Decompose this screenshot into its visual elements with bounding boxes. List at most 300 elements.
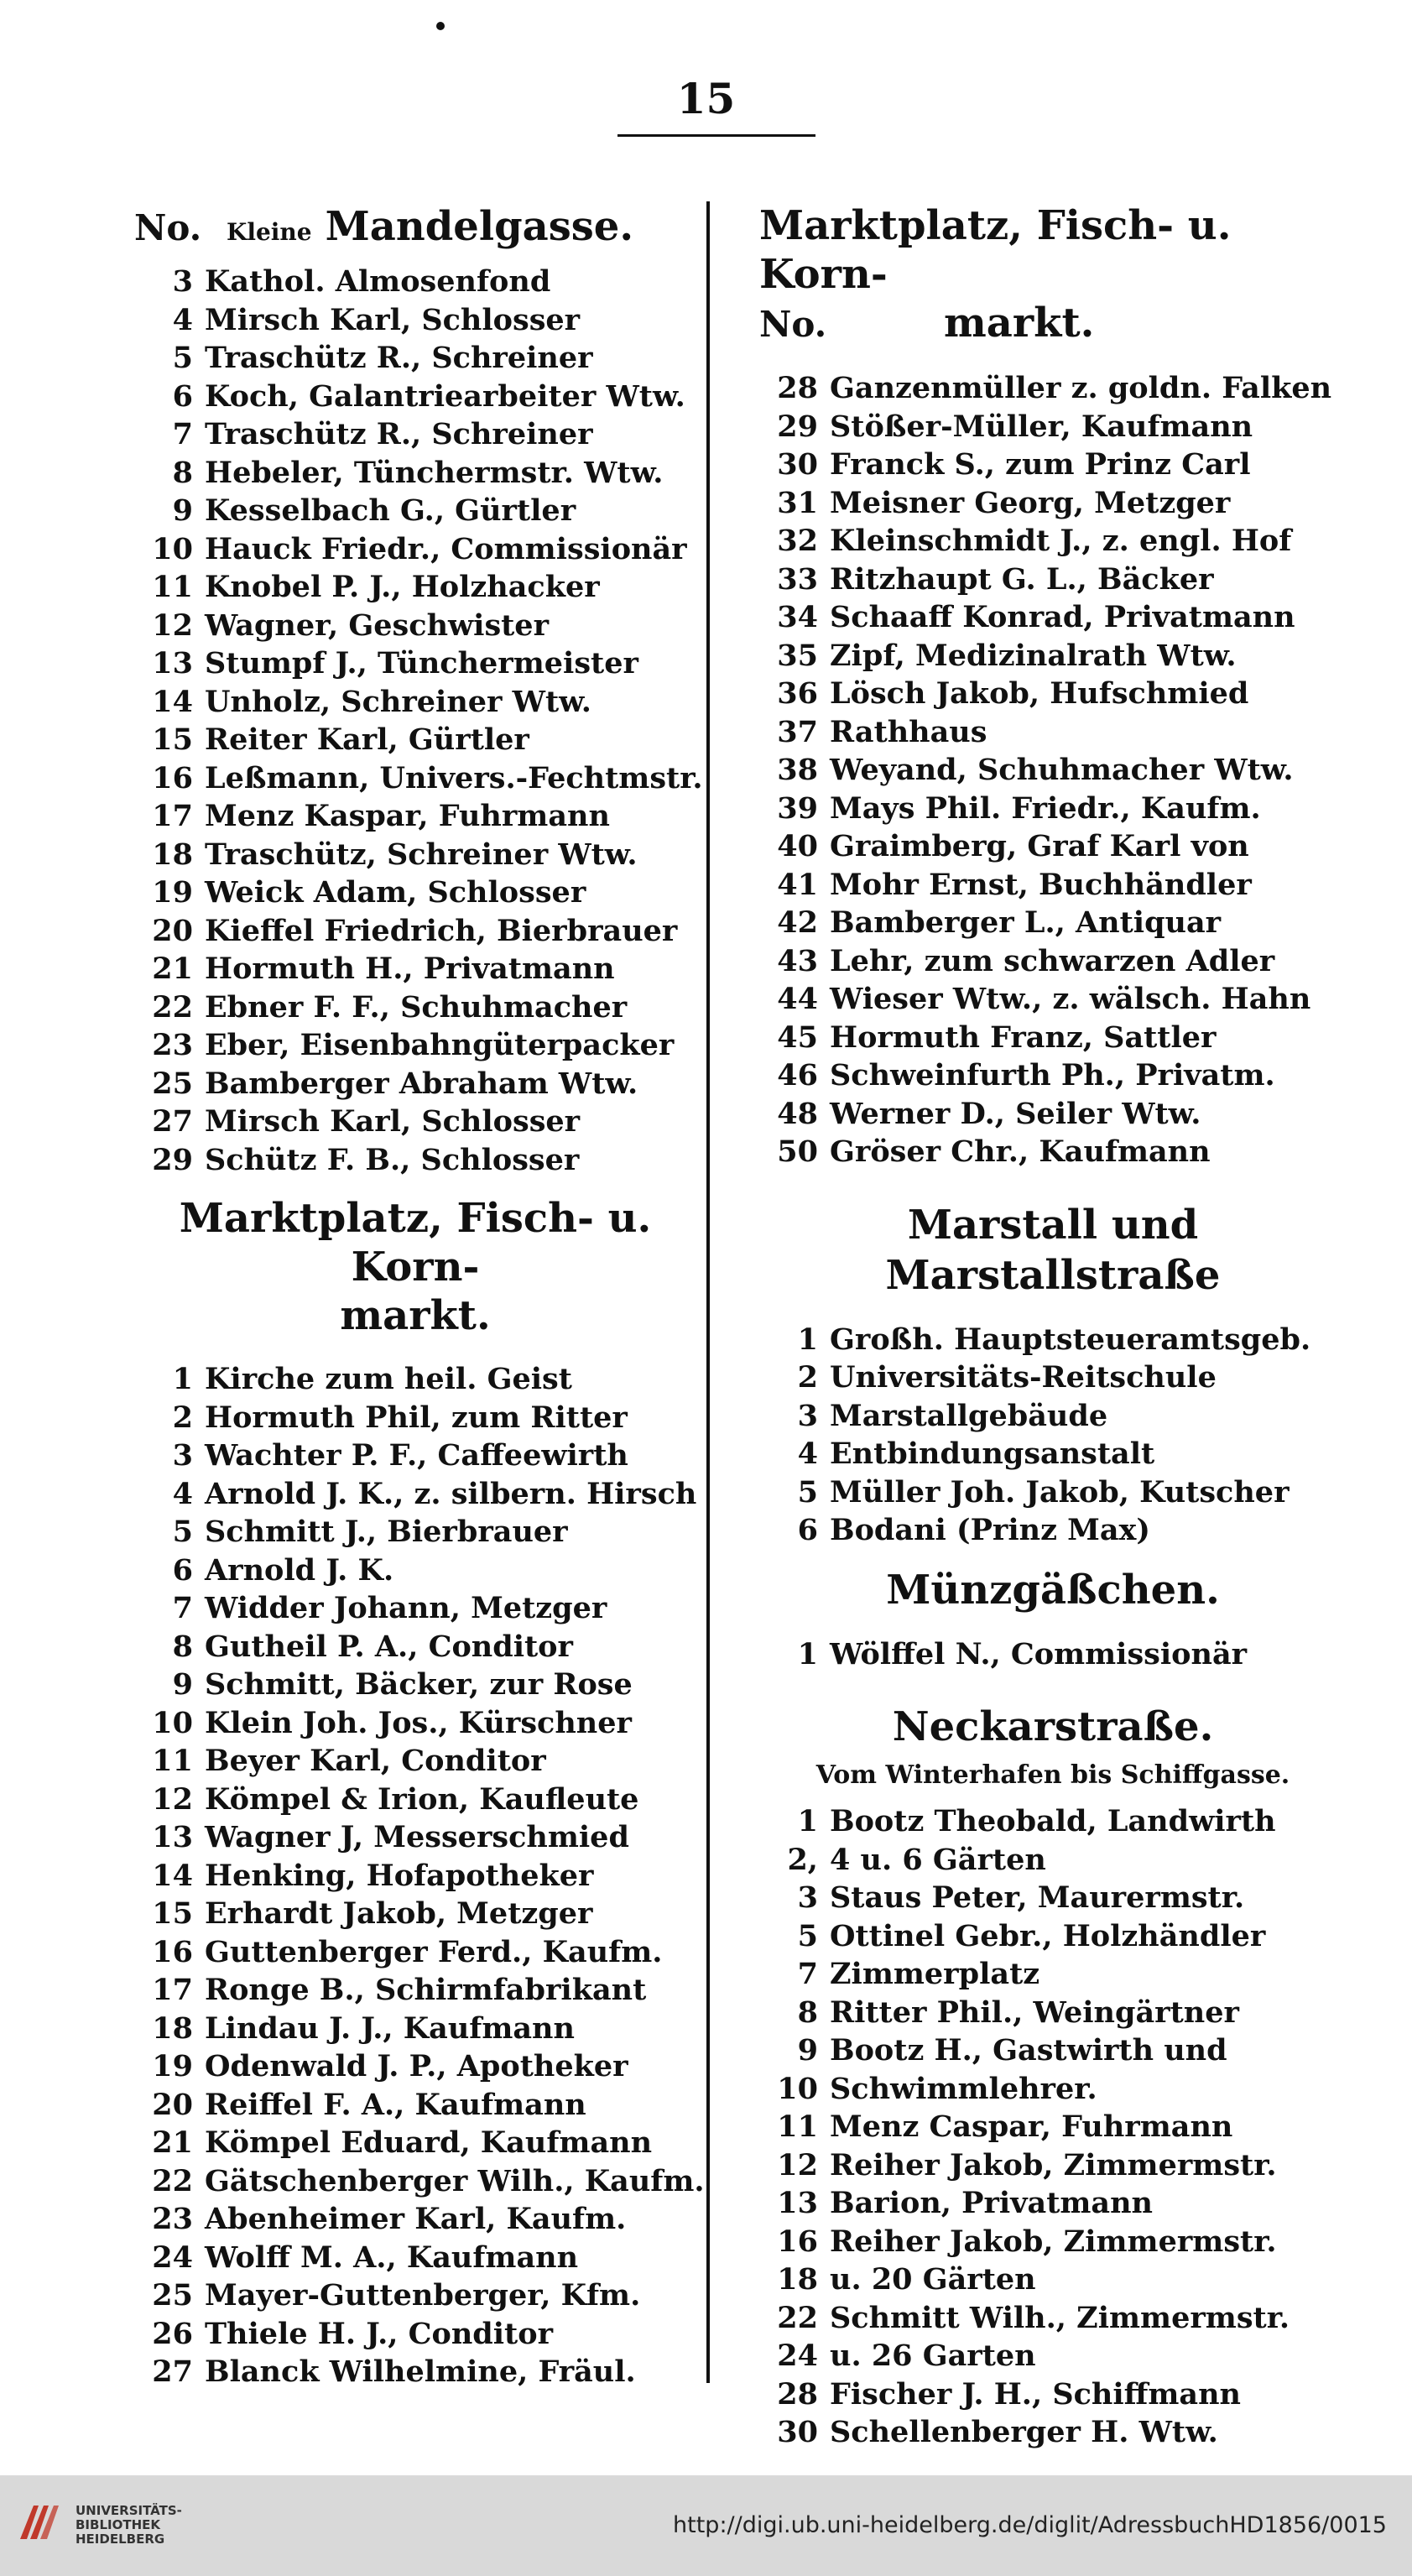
resident-entry: Zipf, Medizinalrath Wtw. (830, 638, 1237, 673)
list-item (134, 568, 696, 607)
house-number: 35 (777, 638, 818, 673)
house-number: 2 (172, 1400, 193, 1435)
resident-entry: Guttenberger Ferd., Kaufm. (205, 1934, 663, 1969)
house-number: 7 (797, 1957, 818, 1991)
resident-entry: Weick Adam, Schlosser (205, 875, 586, 910)
page-number-rule (617, 134, 815, 137)
list-item (759, 1095, 1347, 1134)
house-number: 13 (152, 1820, 193, 1854)
house-number: 30 (777, 447, 818, 482)
resident-entry: Gutheil P. A., Conditor (205, 1629, 573, 1664)
list-item (759, 1879, 1347, 1917)
house-number: 12 (777, 2147, 818, 2182)
resident-entry: Kesselbach G., Gürtler (205, 493, 576, 528)
list-item (134, 1103, 696, 1141)
resident-entry: Erhardt Jakob, Metzger (205, 1896, 593, 1931)
heading-prefix: Kleine (227, 218, 312, 246)
printed-dot (436, 22, 445, 30)
resident-entry: Kieffel Friedrich, Bierbrauer (205, 913, 678, 948)
list-item (759, 2337, 1347, 2375)
resident-entry: Ritter Phil., Weingärtner (830, 1995, 1239, 2030)
list-item (759, 1511, 1347, 1550)
list-item (759, 446, 1347, 484)
house-number: 1 (797, 1322, 818, 1357)
list-item (134, 1895, 696, 1933)
house-number: 12 (152, 607, 193, 643)
house-number: 34 (777, 600, 818, 634)
resident-entry: Franck S., zum Prinz Carl (830, 447, 1251, 482)
house-number: 6 (172, 1552, 193, 1588)
list-item (134, 1513, 696, 1551)
resident-entry: Graimberg, Graf Karl von (830, 829, 1249, 863)
list-item (759, 2031, 1347, 2070)
list-item (134, 1628, 696, 1666)
house-number: 7 (172, 1591, 193, 1625)
house-number: 40 (777, 829, 818, 863)
resident-entry: Gätschenberger Wilh., Kaufm. (205, 2163, 705, 2198)
house-number: 46 (777, 1058, 818, 1092)
list-item (134, 2353, 696, 2391)
list-item (134, 2200, 696, 2239)
house-number: 15 (152, 1896, 193, 1931)
resident-entry: u. 26 Garten (830, 2339, 1036, 2373)
list-item (759, 1473, 1347, 1512)
resident-entry: Reiher Jakob, Zimmermstr. (830, 2224, 1277, 2259)
house-number: 5 (797, 1474, 818, 1510)
house-number: 28 (777, 2376, 818, 2412)
resident-entry: Koch, Galantriearbeiter Wtw. (205, 378, 685, 414)
resident-entry: Bamberger L., Antiquar (830, 905, 1222, 940)
list-item (134, 797, 696, 836)
list-item (134, 2047, 696, 2086)
resident-entry: Traschütz R., Schreiner (205, 417, 593, 451)
list-item (134, 1065, 696, 1103)
list-item (759, 484, 1347, 523)
column-divider (706, 201, 710, 2383)
list-item (134, 721, 696, 759)
house-number: 16 (152, 760, 193, 795)
number-column-label: No. (134, 207, 202, 248)
house-number: 19 (152, 875, 193, 910)
resident-entry: Schütz F. B., Schlosser (205, 1142, 580, 1177)
resident-entry: Meisner Georg, Metzger (830, 485, 1231, 520)
house-number: 25 (152, 1066, 193, 1101)
house-number: 3 (172, 264, 193, 299)
list-item (759, 2261, 1347, 2299)
resident-entry: Menz Caspar, Fuhrmann (830, 2109, 1233, 2144)
section-heading-mandelgasse (134, 201, 696, 258)
house-number: 43 (777, 943, 818, 978)
list-item (134, 1857, 696, 1895)
resident-entry: Reiher Jakob, Zimmermstr. (830, 2147, 1277, 2182)
house-number: 50 (777, 1134, 818, 1169)
resident-entry: Mohr Ernst, Buchhändler (830, 867, 1252, 902)
house-number: 10 (152, 531, 193, 566)
list-item (759, 369, 1347, 408)
resident-entry: Universitäts-Reitschule (830, 1360, 1217, 1395)
resident-entry: Müller Joh. Jakob, Kutscher (830, 1474, 1290, 1510)
house-number: 6 (797, 1513, 818, 1547)
house-number: 48 (777, 1096, 818, 1131)
resident-entry: Widder Johann, Metzger (205, 1591, 607, 1625)
section-heading-marktplatz-continued (759, 201, 1347, 349)
house-number: 8 (172, 455, 193, 490)
resident-entry: Rathhaus (830, 714, 987, 749)
viewer-footer (0, 2475, 1412, 2576)
library-logo-text (76, 2504, 182, 2547)
house-number: 9 (797, 2033, 818, 2068)
resident-entry: Kleinschmidt J., z. engl. Hof (830, 524, 1292, 558)
entry-list-marktplatz-continued (759, 369, 1347, 1171)
house-number: 2, (787, 1842, 818, 1877)
house-number: 20 (152, 913, 193, 948)
resident-entry: Thiele H. J., Conditor (205, 2316, 554, 2351)
list-item (134, 301, 696, 340)
list-item (134, 1026, 696, 1065)
list-item (759, 2375, 1347, 2414)
house-number: 3 (172, 1438, 193, 1473)
list-item (759, 1917, 1347, 1956)
list-item (134, 644, 696, 683)
list-item (134, 2276, 696, 2315)
resident-entry: Mirsch Karl, Schlosser (205, 1104, 581, 1139)
heading-line-1: Marktplatz, Fisch- u. Korn- (179, 1195, 652, 1291)
resident-entry: Fischer J. H., Schiffmann (830, 2376, 1241, 2412)
list-item (759, 827, 1347, 866)
house-number: 20 (152, 2087, 193, 2122)
logo-line-3: HEIDELBERG (76, 2532, 165, 2547)
list-item (759, 1435, 1347, 1473)
house-number: 24 (152, 2240, 193, 2275)
resident-entry: Hauck Friedr., Commissionär (205, 531, 687, 566)
list-item (134, 1360, 696, 1399)
list-item (134, 950, 696, 988)
list-item (759, 1019, 1347, 1057)
house-number: 44 (777, 982, 818, 1016)
resident-entry: Reiter Karl, Gürtler (205, 722, 529, 757)
list-item (759, 942, 1347, 981)
house-number: 22 (777, 2300, 818, 2335)
house-number: 27 (152, 1104, 193, 1139)
house-number: 5 (172, 1515, 193, 1549)
permalink-url[interactable]: http://digi.ub.uni-heidelberg.de/diglit/AdressbuchHD1856/0015 (673, 2512, 1387, 2538)
house-number: 14 (152, 1858, 193, 1893)
house-number: 23 (152, 2202, 193, 2236)
house-number: 1 (797, 1804, 818, 1838)
list-item (134, 2162, 705, 2201)
house-number: 15 (152, 722, 193, 757)
resident-entry: Ganzenmüller z. goldn. Falken (830, 371, 1332, 405)
house-number: 22 (152, 2163, 193, 2198)
resident-entry: Mirsch Karl, Schlosser (205, 302, 581, 337)
list-item (759, 2413, 1347, 2452)
resident-entry: Ebner F. F., Schuhmacher (205, 989, 628, 1025)
entry-list-muenzgaesschen (759, 1635, 1347, 1674)
resident-entry: Traschütz R., Schreiner (205, 341, 593, 375)
section-heading-neckarstrasse: Neckarstraße. (892, 1703, 1214, 1750)
resident-entry: Ottinel Gebr., Holzhändler (830, 1918, 1266, 1953)
heading-line-2: markt. (944, 300, 1095, 347)
list-item (759, 598, 1347, 637)
house-number: 42 (777, 905, 818, 940)
list-item (134, 912, 696, 951)
resident-entry: Entbindungsanstalt (830, 1437, 1155, 1471)
resident-entry: Schellenberger H. Wtw. (830, 2415, 1218, 2449)
list-item (134, 1818, 696, 1857)
list-item (759, 2070, 1347, 2109)
house-number: 29 (777, 409, 818, 444)
house-number: 17 (152, 1973, 193, 2007)
resident-entry: Beyer Karl, Conditor (205, 1744, 546, 1778)
house-number: 38 (777, 753, 818, 787)
house-number: 26 (152, 2316, 193, 2351)
house-number: 2 (797, 1360, 818, 1395)
list-item (759, 2146, 1347, 2185)
list-item (134, 263, 696, 301)
resident-entry: Werner D., Seiler Wtw. (830, 1096, 1201, 1131)
list-item (759, 866, 1347, 905)
resident-entry: Bodani (Prinz Max) (830, 1513, 1150, 1547)
house-number: 9 (172, 1667, 193, 1702)
house-number: 4 (797, 1437, 818, 1471)
house-number: 17 (152, 799, 193, 833)
house-number: 19 (152, 2049, 193, 2083)
resident-entry: Odenwald J. P., Apotheker (205, 2049, 628, 2083)
resident-entry: Wölffel N., Commissionär (830, 1636, 1248, 1671)
house-number: 11 (152, 1744, 193, 1778)
house-number: 45 (777, 1019, 818, 1055)
house-number: 9 (172, 493, 193, 528)
resident-entry: Wagner, Geschwister (205, 607, 550, 643)
resident-entry: Henking, Hofapotheker (205, 1858, 594, 1893)
resident-entry: Wagner J, Messerschmied (205, 1820, 629, 1854)
list-item (134, 1399, 696, 1437)
house-number: 6 (172, 378, 193, 414)
resident-entry: Schweinfurth Ph., Privatm. (830, 1058, 1275, 1092)
resident-entry: Bootz Theobald, Landwirth (830, 1804, 1276, 1838)
heading-line-1: Marktplatz, Fisch- u. Korn- (759, 202, 1232, 298)
resident-entry: Wolff M. A., Kaufmann (205, 2240, 579, 2275)
resident-entry: Hormuth Phil, zum Ritter (205, 1400, 628, 1435)
house-number: 11 (777, 2109, 818, 2144)
house-number: 10 (152, 1705, 193, 1740)
house-number: 8 (172, 1629, 193, 1664)
resident-entry: Mays Phil. Friedr., Kaufm. (830, 790, 1261, 826)
house-number: 22 (152, 989, 193, 1025)
list-item (134, 1551, 696, 1590)
resident-entry: Unholz, Schreiner Wtw. (205, 684, 591, 719)
resident-entry: Blanck Wilhelmine, Fräul. (205, 2354, 636, 2389)
list-item (134, 1589, 696, 1628)
house-number: 36 (777, 676, 818, 711)
resident-entry: Bootz H., Gastwirth und (830, 2033, 1227, 2068)
resident-entry: Schmitt, Bäcker, zur Rose (205, 1667, 633, 1702)
resident-entry: Schaaff Konrad, Privatmann (830, 600, 1295, 634)
resident-entry: Kathol. Almosenfond (205, 264, 551, 299)
library-logo-icon (17, 2500, 60, 2544)
list-item (134, 2124, 696, 2162)
resident-entry: Schwimmlehrer. (830, 2071, 1097, 2106)
list-item (134, 1781, 696, 1819)
list-item (759, 1955, 1347, 1994)
house-number: 3 (797, 1398, 818, 1433)
list-item (134, 2010, 696, 2048)
list-item (134, 2086, 696, 2125)
list-item (759, 790, 1347, 828)
list-item (134, 530, 696, 569)
house-number: 5 (172, 341, 193, 375)
list-item (759, 1321, 1347, 1359)
list-item (759, 980, 1347, 1019)
resident-entry: Gröser Chr., Kaufmann (830, 1134, 1211, 1169)
list-item (759, 1358, 1347, 1397)
list-item (134, 1742, 696, 1781)
list-item (759, 675, 1347, 713)
resident-entry: Schmitt J., Bierbrauer (205, 1515, 568, 1549)
list-item (759, 904, 1347, 942)
list-item (134, 378, 696, 416)
resident-entry: Stößer-Müller, Kaufmann (830, 409, 1253, 444)
house-number: 18 (152, 837, 193, 872)
logo-line-1: UNIVERSITÄTS- (76, 2503, 182, 2518)
house-number: 13 (777, 2186, 818, 2220)
resident-entry: Lehr, zum schwarzen Adler (830, 943, 1275, 978)
house-number: 18 (152, 2010, 193, 2046)
resident-entry: Arnold J. K. (205, 1552, 394, 1588)
list-item (759, 2299, 1347, 2338)
list-item (134, 683, 696, 722)
list-item (759, 2184, 1347, 2223)
house-number: 41 (777, 867, 818, 902)
house-number: 23 (152, 1028, 193, 1062)
resident-entry: Zimmerplatz (830, 1957, 1040, 1991)
list-item (134, 492, 696, 530)
list-item (759, 2223, 1347, 2261)
list-item (134, 1971, 696, 2010)
list-item (759, 713, 1347, 752)
house-number: 31 (777, 485, 818, 520)
house-number: 7 (172, 417, 193, 451)
resident-entry: Wieser Wtw., z. wälsch. Hahn (830, 982, 1311, 1016)
section-subheading-neckarstrasse: Vom Winterhafen bis Schiffgasse. (815, 1760, 1290, 1790)
resident-entry: Kömpel & Irion, Kaufleute (205, 1781, 639, 1817)
list-item (134, 873, 696, 912)
list-item (759, 1802, 1347, 1841)
resident-entry: Barion, Privatmann (830, 2186, 1153, 2220)
house-number: 28 (777, 371, 818, 405)
list-item (759, 1841, 1347, 1880)
resident-entry: Ritzhaupt G. L., Bäcker (830, 561, 1214, 597)
house-number: 12 (152, 1781, 193, 1817)
logo-line-2: BIBLIOTHEK (76, 2517, 160, 2532)
house-number: 18 (777, 2262, 818, 2297)
house-number: 5 (797, 1918, 818, 1953)
house-number: 13 (152, 646, 193, 681)
list-item (759, 1994, 1347, 2032)
resident-entry: Kirche zum heil. Geist (205, 1362, 572, 1396)
house-number: 30 (777, 2415, 818, 2449)
list-item (759, 1635, 1347, 1674)
list-item (759, 522, 1347, 561)
list-item (134, 1437, 696, 1475)
resident-entry: Leßmann, Univers.-Fechtmstr. (205, 760, 703, 795)
resident-entry: Arnold J. K., z. silbern. Hirsch (205, 1476, 697, 1511)
list-item (759, 561, 1347, 599)
resident-entry: Bamberger Abraham Wtw. (205, 1066, 638, 1101)
entry-list-marktplatz (134, 1360, 705, 2391)
list-item (759, 2108, 1347, 2146)
house-number: 16 (152, 1934, 193, 1969)
list-item (134, 415, 696, 454)
page-number: 15 (676, 74, 736, 123)
house-number: 27 (152, 2354, 193, 2389)
house-number: 1 (797, 1636, 818, 1671)
resident-entry: Wachter P. F., Caffeewirth (205, 1438, 628, 1473)
house-number: 3 (797, 1880, 818, 1915)
house-number: 4 (172, 1476, 193, 1511)
entry-list-neckarstrasse (759, 1802, 1347, 2452)
resident-entry: Kömpel Eduard, Kaufmann (205, 2125, 653, 2160)
list-item (759, 1056, 1347, 1095)
resident-entry: Ronge B., Schirmfabrikant (205, 1973, 647, 2007)
resident-entry: Großh. Hauptsteueramtsgeb. (830, 1322, 1311, 1357)
list-item (759, 751, 1347, 790)
resident-entry: Knobel P. J., Holzhacker (205, 570, 600, 604)
list-item (134, 339, 696, 378)
right-column (759, 201, 1347, 2452)
resident-entry: u. 20 Gärten (830, 2262, 1036, 2297)
list-item (134, 1141, 696, 1180)
number-column-label: No. (759, 304, 827, 345)
resident-entry: Hormuth H., Privatmann (205, 952, 615, 986)
resident-entry: Abenheimer Karl, Kaufm. (205, 2202, 627, 2236)
list-item (134, 2239, 696, 2277)
house-number: 25 (152, 2278, 193, 2313)
entry-list-mandelgasse (134, 263, 703, 1179)
list-item (134, 988, 696, 1027)
house-number: 11 (152, 570, 193, 604)
list-item (134, 454, 696, 493)
resident-entry: Marstallgebäude (830, 1398, 1108, 1433)
house-number: 37 (777, 714, 818, 749)
house-number: 33 (777, 561, 818, 597)
list-item (134, 759, 703, 798)
heading-line-2: markt. (340, 1292, 491, 1339)
section-heading-marktplatz (134, 1194, 696, 1340)
house-number: 32 (777, 524, 818, 558)
resident-entry: Staus Peter, Maurermstr. (830, 1880, 1245, 1915)
list-item (759, 408, 1347, 446)
resident-entry: Klein Joh. Jos., Kürschner (205, 1705, 632, 1740)
entry-list-marstall (759, 1321, 1347, 1550)
section-heading-marstall: Marstall und Marstallstraße (885, 1201, 1221, 1299)
heading-title: Mandelgasse. (325, 203, 634, 250)
list-item (759, 637, 1347, 675)
resident-entry: Lindau J. J., Kaufmann (205, 2010, 575, 2046)
house-number: 4 (172, 302, 193, 337)
resident-entry: Eber, Eisenbahngüterpacker (205, 1028, 675, 1062)
house-number: 16 (777, 2224, 818, 2259)
house-number: 21 (152, 2125, 193, 2160)
list-item (134, 1666, 696, 1704)
section-heading-muenzgaesschen: Münzgäßchen. (886, 1566, 1220, 1614)
list-item (134, 1933, 696, 1972)
resident-entry: Stumpf J., Tünchermeister (205, 646, 638, 681)
list-item (134, 607, 696, 645)
house-number: 10 (777, 2071, 818, 2106)
list-item (134, 836, 696, 874)
resident-entry: Lösch Jakob, Hufschmied (830, 676, 1249, 711)
